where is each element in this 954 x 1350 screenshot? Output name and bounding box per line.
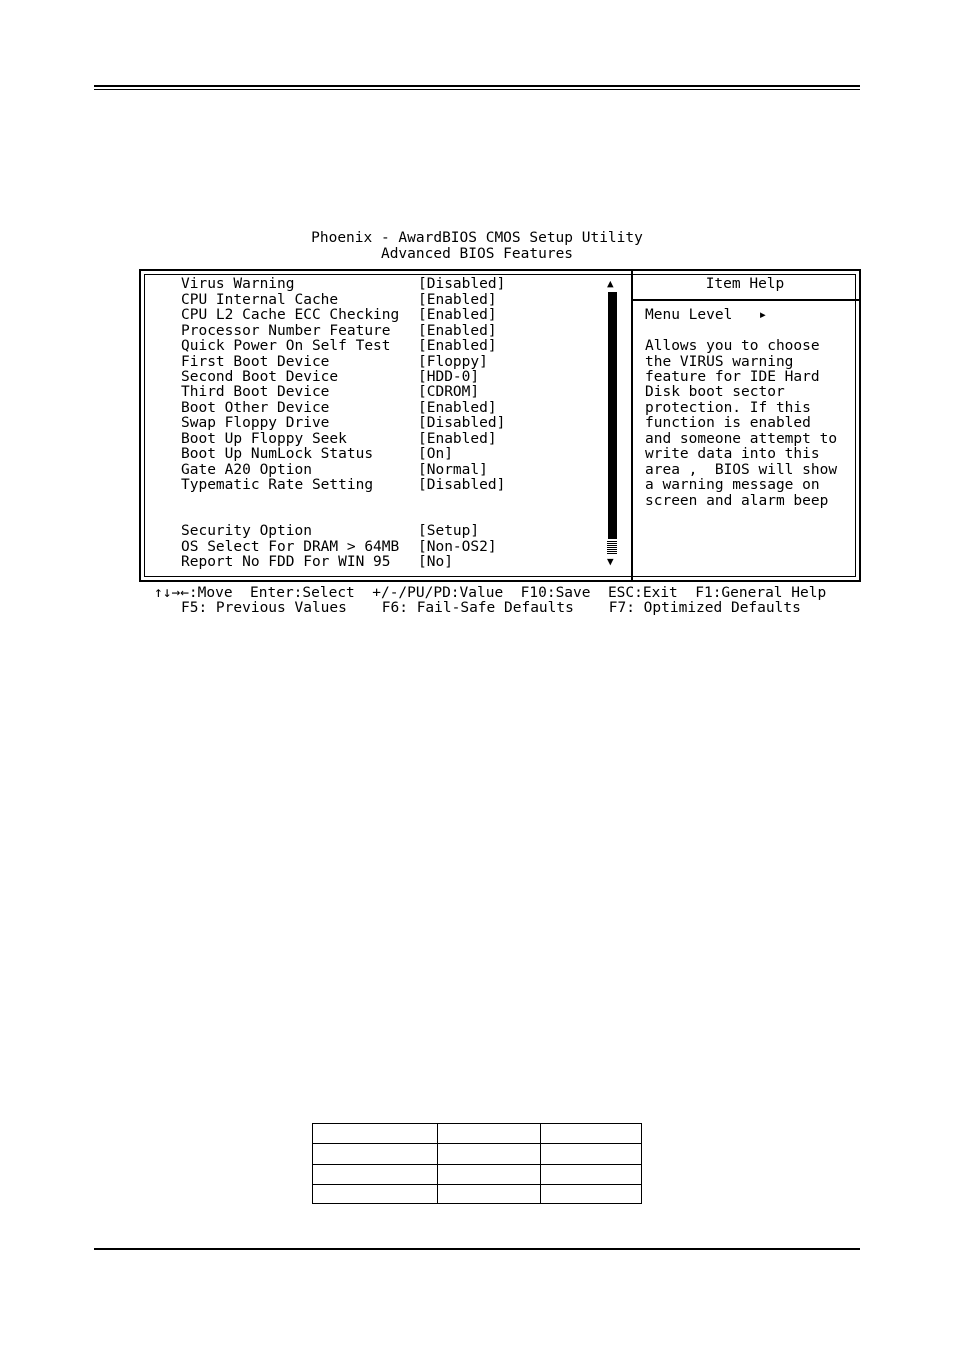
setting-label-security[interactable]: Security Option — [181, 523, 312, 539]
footer-key-help-line1: ↑↓→←:Move Enter:Select +/-/PU/PD:Value F10:Save ESC:Exit F1:General Help — [154, 585, 827, 601]
help-line: protection. If this — [645, 400, 811, 416]
setting-value-processor-number[interactable]: [Enabled] — [418, 323, 497, 339]
help-line: feature for IDE Hard — [645, 369, 820, 385]
setting-value-virus-warning[interactable]: [Disabled] — [418, 276, 506, 292]
setting-value-security[interactable]: [Setup] — [418, 523, 480, 539]
panel-divider — [631, 269, 633, 582]
setting-label-floppy-seek[interactable]: Boot Up Floppy Seek — [181, 431, 347, 447]
help-line: area , BIOS will show — [645, 462, 838, 478]
page-rule-top — [94, 85, 860, 87]
help-line: Allows you to choose — [645, 338, 820, 354]
setting-value-third-boot[interactable]: [CDROM] — [418, 384, 480, 400]
setting-label-virus-warning[interactable]: Virus Warning — [181, 276, 295, 292]
setting-value-first-boot[interactable]: [Floppy] — [418, 354, 488, 370]
help-line: a warning message on — [645, 477, 820, 493]
scroll-down-icon[interactable]: ▼ — [607, 555, 614, 568]
setting-label-boot-other[interactable]: Boot Other Device — [181, 400, 330, 416]
table-row-divider — [313, 1143, 641, 1144]
bios-title: Phoenix - AwardBIOS CMOS Setup Utility — [311, 230, 643, 246]
help-line: the VIRUS warning — [645, 354, 794, 370]
empty-table — [312, 1123, 642, 1204]
help-line: write data into this — [645, 446, 820, 462]
setting-label-quick-post[interactable]: Quick Power On Self Test — [181, 338, 391, 354]
help-menu-level: Menu Level ▸ — [645, 307, 768, 323]
setting-label-swap-floppy[interactable]: Swap Floppy Drive — [181, 415, 330, 431]
help-line: screen and alarm beep — [645, 493, 829, 509]
setting-value-floppy-seek[interactable]: [Enabled] — [418, 431, 497, 447]
help-panel-title: Item Help — [705, 276, 785, 292]
bios-subtitle: Advanced BIOS Features — [380, 246, 574, 262]
setting-label-second-boot[interactable]: Second Boot Device — [181, 369, 339, 385]
help-line: Disk boot sector — [645, 384, 785, 400]
scrollbar-grip[interactable] — [607, 540, 617, 554]
table-row-divider — [313, 1184, 641, 1185]
setting-value-boot-other[interactable]: [Enabled] — [418, 400, 497, 416]
setting-label-typematic[interactable]: Typematic Rate Setting — [181, 477, 374, 493]
setting-value-typematic[interactable]: [Disabled] — [418, 477, 506, 493]
table-row-divider — [313, 1164, 641, 1165]
setting-value-os-select[interactable]: [Non-OS2] — [418, 539, 497, 555]
footer-key-help-line2: F5: Previous Values F6: Fail-Safe Defaults F7: Optimized Defaults — [181, 600, 801, 616]
help-line: function is enabled — [645, 415, 811, 431]
page-rule-bottom — [94, 1248, 860, 1250]
help-line: and someone attempt to — [645, 431, 838, 447]
setting-label-processor-number[interactable]: Processor Number Feature — [181, 323, 391, 339]
scroll-up-icon[interactable]: ▲ — [607, 277, 614, 290]
setting-label-gate-a20[interactable]: Gate A20 Option — [181, 462, 312, 478]
setting-value-second-boot[interactable]: [HDD-0] — [418, 369, 480, 385]
setting-label-cpu-l2-ecc[interactable]: CPU L2 Cache ECC Checking — [181, 307, 400, 323]
setting-value-quick-post[interactable]: [Enabled] — [418, 338, 497, 354]
setting-value-cpu-l2-ecc[interactable]: [Enabled] — [418, 307, 497, 323]
help-title-separator — [633, 299, 859, 301]
setting-label-cpu-internal-cache[interactable]: CPU Internal Cache — [181, 292, 339, 308]
setting-label-report-fdd[interactable]: Report No FDD For WIN 95 — [181, 554, 391, 570]
setting-value-report-fdd[interactable]: [No] — [418, 554, 453, 570]
setting-value-cpu-internal-cache[interactable]: [Enabled] — [418, 292, 497, 308]
setting-label-third-boot[interactable]: Third Boot Device — [181, 384, 330, 400]
scrollbar-track[interactable] — [608, 292, 617, 539]
setting-label-os-select[interactable]: OS Select For DRAM > 64MB — [181, 539, 400, 555]
setting-label-numlock[interactable]: Boot Up NumLock Status — [181, 446, 374, 462]
page-rule-top-thin — [94, 89, 860, 90]
setting-value-swap-floppy[interactable]: [Disabled] — [418, 415, 506, 431]
setting-value-numlock[interactable]: [On] — [418, 446, 453, 462]
setting-value-gate-a20[interactable]: [Normal] — [418, 462, 488, 478]
setting-label-first-boot[interactable]: First Boot Device — [181, 354, 330, 370]
